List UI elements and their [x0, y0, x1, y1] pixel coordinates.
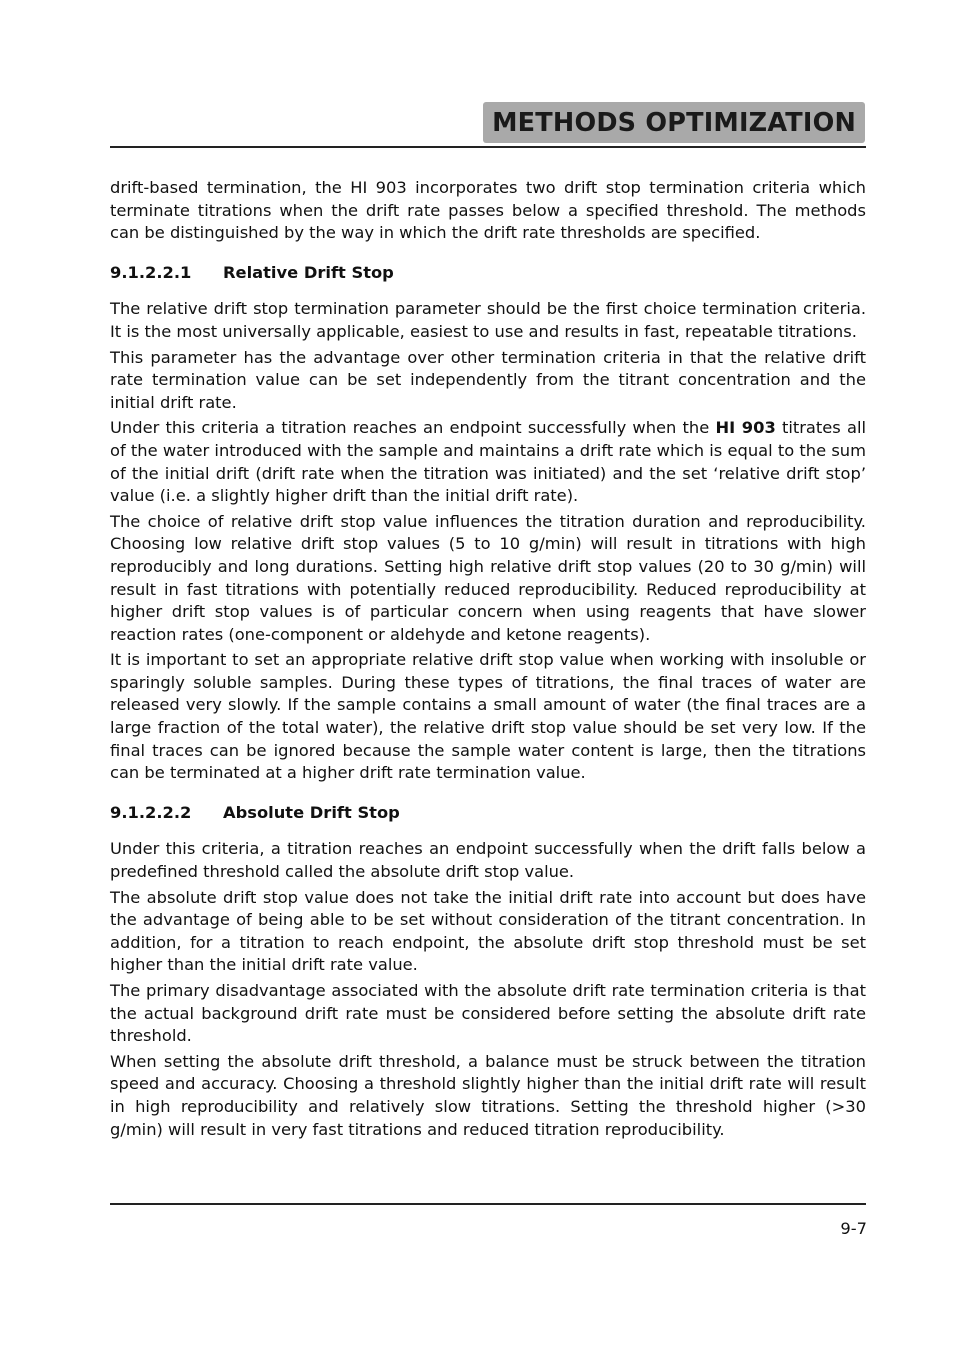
paragraph: The choice of relative drift stop value influences the titration duration and reproducibility. Choosing low relative drift stop values (5 to 10 g/min) will result in titrations with high reproducibly and long durations. Setting high relative drift stop values (20 to 30 g/min) will result in fast titrations with potentially reduced reproducibility. Reduced reproducibility at higher drift stop values is of particular concern when using reagents that have slower reaction rates (one-component or aldehyde and ketone reagents). — [110, 511, 866, 644]
section-title: Relative Drift Stop — [223, 262, 394, 282]
page-body — [110, 177, 866, 1144]
paragraph: The absolute drift stop value does not take the initial drift rate into account but does have the advantage of being able to be set without consideration of the titrant concentration. In addition, for a titration to reach endpoint, the absolute drift stop threshold must be set higher than the initial drift rate value. — [110, 887, 866, 975]
section-number: 9.1.2.2.1 — [110, 262, 192, 282]
paragraph: The primary disadvantage associated with the absolute drift rate termination criteria is that the actual background drift rate must be considered before setting the absolute drift rate threshold. — [110, 981, 866, 1046]
product-name: HI 903 — [715, 418, 776, 438]
paragraph: Under this criteria a titration reaches an endpoint successfully when the HI 903 titrates all of the water introduced with the sample and maintains a drift rate which is equal to the sum of the initial drift (drift rate when the titration was initiated) and the set ‘relative drift stop’ value (i.e. a slightly higher drift than the initial drift rate). — [110, 418, 866, 506]
page-number: 9-7 — [840, 1219, 867, 1238]
header-divider — [110, 146, 866, 148]
chapter-title: METHODS OPTIMIZATION — [483, 102, 865, 143]
paragraph: This parameter has the advantage over other termination criteria in that the relative drift rate termination value can be set independently from the titrant concentration and the initial drift rate. — [110, 347, 866, 412]
paragraph: Under this criteria, a titration reaches an endpoint successfully when the drift falls below a predefined threshold called the absolute drift stop value. — [110, 839, 866, 882]
section-heading-absolute-drift-stop — [110, 802, 866, 825]
footer-divider — [110, 1203, 866, 1205]
intro-paragraph: drift-based termination, the HI 903 incorporates two drift stop termination criteria which terminate titrations when the drift rate passes below a specified threshold. The methods can be distinguished by the way in which the drift rate thresholds are specified. — [110, 178, 866, 243]
section-heading-relative-drift-stop — [110, 262, 866, 285]
paragraph: It is important to set an appropriate relative drift stop value when working with insoluble or sparingly soluble samples. During these types of titrations, the final traces of water are released very slowly. If the sample contains a small amount of water (the final traces are a large fraction of the total water), the relative drift stop value should be set very low. If the final traces can be ignored because the sample water content is large, then the titrations can be terminated at a higher drift rate termination value. — [110, 650, 866, 783]
paragraph: The relative drift stop termination parameter should be the first choice termination criteria. It is the most universally applicable, easiest to use and results in fast, repeatable titrations. — [110, 299, 866, 341]
section-title: Absolute Drift Stop — [223, 802, 400, 822]
paragraph: When setting the absolute drift threshold, a balance must be struck between the titration speed and accuracy. Choosing a threshold slightly higher than the initial drift rate will result in high reproducibility and relatively slow titrations. Setting the threshold higher (>30 g/min) will result in very fast titrations and reduced titration reproducibility. — [110, 1051, 866, 1139]
section-number: 9.1.2.2.2 — [110, 802, 192, 822]
